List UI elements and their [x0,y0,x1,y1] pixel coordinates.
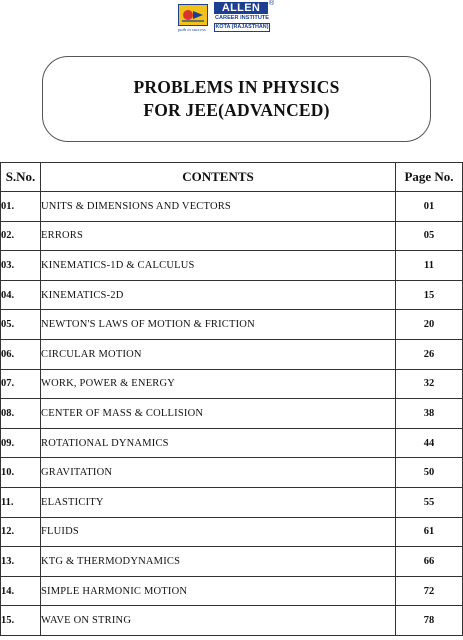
row-page: 20 [396,310,463,340]
row-page: 05 [396,221,463,251]
row-sno: 09. [1,428,41,458]
table-body [1,192,463,636]
table-row [1,547,463,577]
header-page: Page No. [396,163,463,192]
row-topic: NEWTON'S LAWS OF MOTION & FRICTION [41,310,396,340]
header-contents: CONTENTS [41,163,396,192]
row-topic: GRAVITATION [41,458,396,488]
row-topic: CENTER OF MASS & COLLISION [41,399,396,429]
row-sno: 10. [1,458,41,488]
row-page: 11 [396,251,463,281]
logo-brand: ALLEN [214,2,268,14]
table-row [1,399,463,429]
table-row [1,487,463,517]
table-row [1,280,463,310]
row-sno: 07. [1,369,41,399]
table-row [1,576,463,606]
row-sno: 14. [1,576,41,606]
table-row [1,310,463,340]
table-header-row [1,163,463,192]
table-row [1,369,463,399]
title-line-2: FOR JEE(ADVANCED) [143,100,330,120]
table-row [1,192,463,222]
row-page: 44 [396,428,463,458]
row-page: 26 [396,339,463,369]
logo-tagline: path to success [178,27,206,32]
row-topic: WAVE ON STRING [41,606,396,636]
row-sno: 04. [1,280,41,310]
row-topic: FLUIDS [41,517,396,547]
table-row [1,606,463,636]
row-page: 01 [396,192,463,222]
contents-table [0,162,463,636]
table-row [1,339,463,369]
logo-city: KOTA (RAJASTHAN) [215,24,269,30]
row-sno: 12. [1,517,41,547]
table-row [1,517,463,547]
row-topic: WORK, POWER & ENERGY [41,369,396,399]
row-sno: 05. [1,310,41,340]
row-topic: KTG & THERMODYNAMICS [41,547,396,577]
row-sno: 01. [1,192,41,222]
registered-mark: ® [269,0,275,7]
row-sno: 02. [1,221,41,251]
row-page: 55 [396,487,463,517]
row-topic: ELASTICITY [41,487,396,517]
row-page: 32 [396,369,463,399]
row-topic: ROTATIONAL DYNAMICS [41,428,396,458]
row-sno: 13. [1,547,41,577]
row-topic: SIMPLE HARMONIC MOTION [41,576,396,606]
row-page: 15 [396,280,463,310]
row-sno: 06. [1,339,41,369]
row-topic: KINEMATICS-1D & CALCULUS [41,251,396,281]
row-topic: ERRORS [41,221,396,251]
logo-institute: CAREER INSTITUTE [214,15,270,21]
title-box [42,56,431,142]
table-row [1,428,463,458]
row-sno: 11. [1,487,41,517]
row-page: 78 [396,606,463,636]
row-topic: KINEMATICS-2D [41,280,396,310]
header-sno: S.No. [1,163,41,192]
title-line-1: PROBLEMS IN PHYSICS [133,77,340,97]
row-topic: UNITS & DIMENSIONS AND VECTORS [41,192,396,222]
row-sno: 03. [1,251,41,281]
row-sno: 08. [1,399,41,429]
row-page: 38 [396,399,463,429]
row-page: 66 [396,547,463,577]
row-page: 61 [396,517,463,547]
allen-logo [178,2,290,40]
logo-mark-icon [178,4,208,26]
row-sno: 15. [1,606,41,636]
row-page: 50 [396,458,463,488]
row-topic: CIRCULAR MOTION [41,339,396,369]
table-row [1,251,463,281]
row-page: 72 [396,576,463,606]
table-row [1,221,463,251]
table-row [1,458,463,488]
